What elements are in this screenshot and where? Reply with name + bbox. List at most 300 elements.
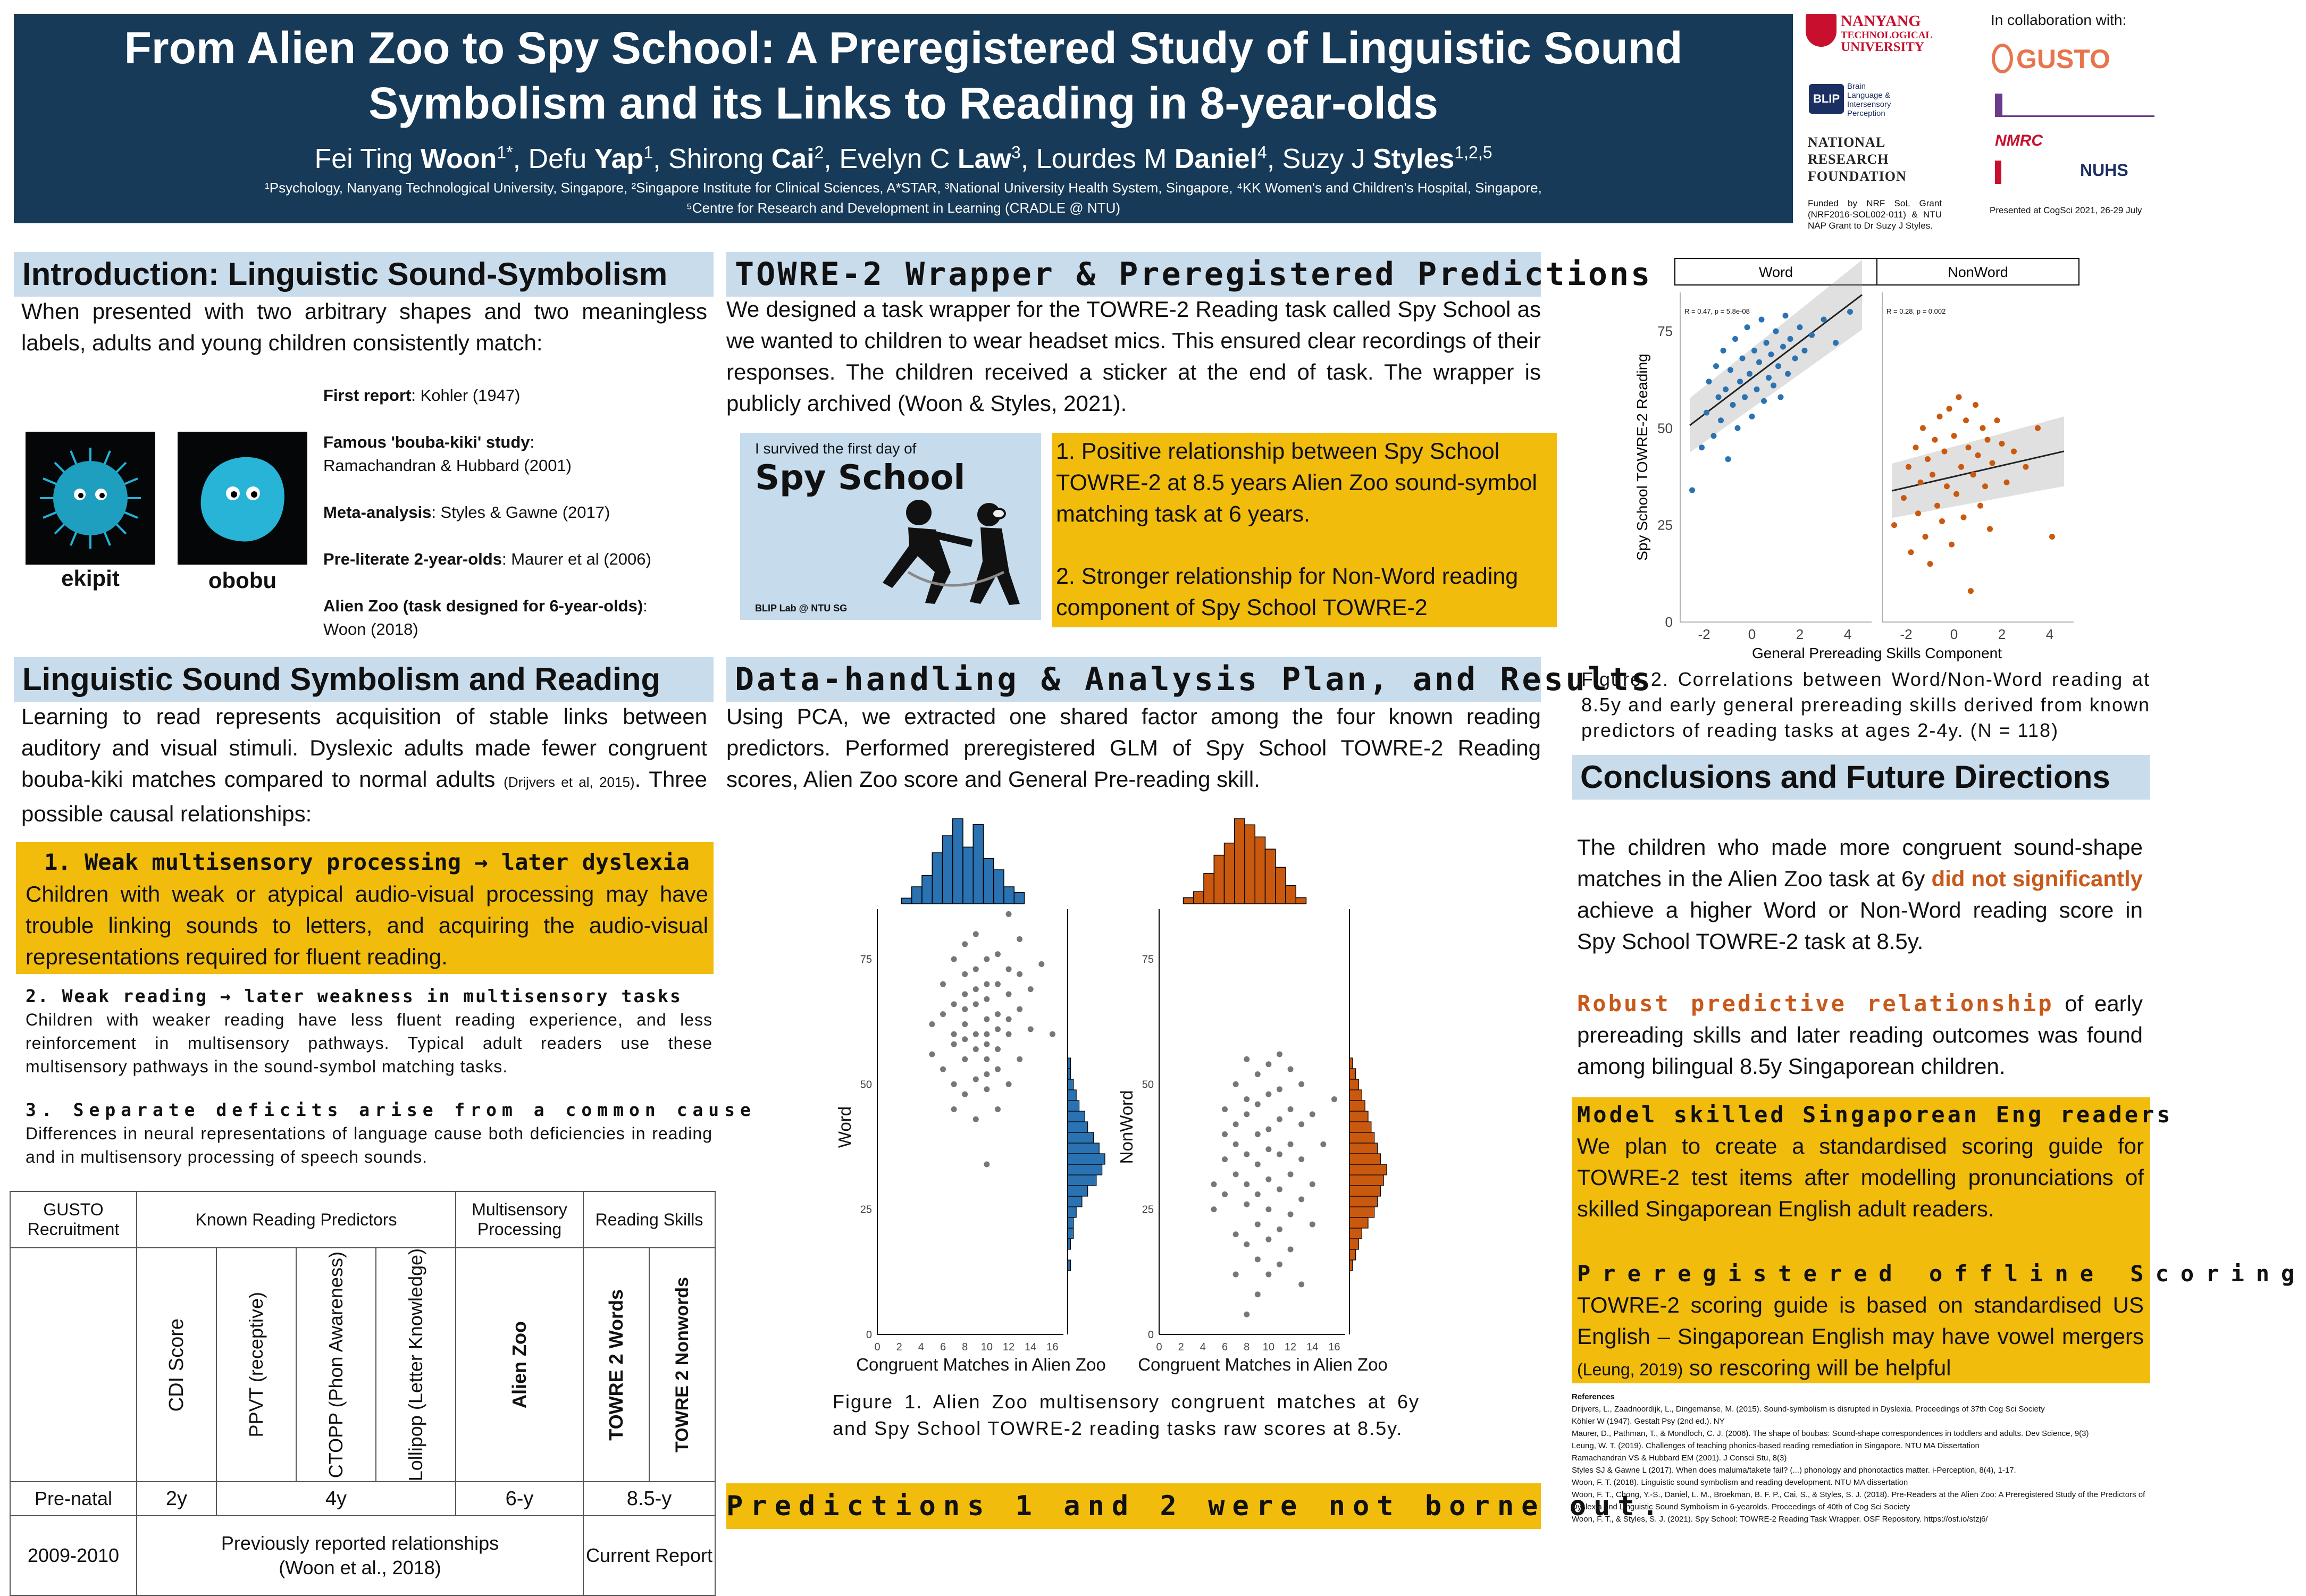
data-point xyxy=(1288,1247,1294,1253)
data-point xyxy=(1265,1272,1271,1278)
x-tick-label: 0 xyxy=(1748,626,1756,642)
data-point xyxy=(984,1017,990,1022)
data-point xyxy=(984,981,990,987)
y-histogram-bar xyxy=(1068,1217,1074,1228)
data-point xyxy=(1930,472,1935,477)
x-tick-label: 8 xyxy=(962,1341,968,1353)
towre-body: We designed a task wrapper for the TOWRE-2 Reading task called Spy School as we wanted to children to wear headset mics. This ensured clear recordings of their responses. The children received a sticker at the end of task. The wrapper is publicly archived (Woon & Styles, 2021). xyxy=(726,297,1541,416)
data-point xyxy=(995,1066,1001,1072)
spy-kids-illustration-icon xyxy=(876,492,1036,610)
kkh-logo-icon xyxy=(1995,161,2059,184)
x-tick-label: 0 xyxy=(874,1341,881,1353)
table-header-predictors: Known Reading Predictors xyxy=(137,1191,456,1248)
hypothesis-3 xyxy=(26,1098,756,1169)
data-point xyxy=(1222,1156,1228,1162)
table-header-reading: Reading Skills xyxy=(583,1191,715,1248)
poster-title-line1: From Alien Zoo to Spy School: A Preregistered Study of Linguistic Sound xyxy=(124,23,1683,73)
data-point xyxy=(1956,394,1962,400)
data-point xyxy=(1028,986,1034,992)
y-histogram-bar xyxy=(1349,1058,1353,1069)
correlation-annotation: R = 0.47, p = 5.8e-08 xyxy=(1684,307,1750,315)
data-point xyxy=(1968,588,1974,594)
predictions-box xyxy=(1052,433,1557,627)
x-axis-label: Congruent Matches in Alien Zoo xyxy=(1138,1355,1388,1374)
reference-entry: Woon, F. T., & Styles, S. J. (2021). Spy School: TOWRE-2 Reading Task Wrapper. OSF Repository. https://osf.io/stzj6/ xyxy=(1572,1515,1988,1524)
y-tick-label: 25 xyxy=(1657,517,1673,533)
spiky-shape-icon xyxy=(26,432,155,565)
data-point xyxy=(1265,1146,1271,1152)
ntu-crest-icon xyxy=(1806,14,1837,47)
data-point xyxy=(929,1021,935,1027)
data-point xyxy=(1961,515,1967,520)
reference-entry: Woon, F. T. (2018). Linguistic sound symbolism and reading development. NTU MA dissertation xyxy=(1572,1478,1908,1487)
ntu-logo-text: NANYANG TECHNOLOGICAL UNIVERSITY xyxy=(1841,12,1933,54)
data-point xyxy=(1847,309,1853,315)
data-point xyxy=(995,1046,1001,1052)
data-point xyxy=(1233,1081,1239,1087)
data-point xyxy=(1833,340,1839,346)
spy-school-sticker-image xyxy=(740,433,1041,620)
data-point xyxy=(1716,394,1722,400)
data-point xyxy=(1721,348,1726,354)
data-point xyxy=(1901,495,1907,501)
data-point xyxy=(1277,1227,1282,1232)
data-point xyxy=(1265,1061,1271,1067)
data-point xyxy=(1244,1152,1250,1157)
x-tick-label: 2 xyxy=(1796,626,1804,642)
data-point xyxy=(973,1116,979,1122)
data-point xyxy=(1244,1312,1250,1317)
data-point xyxy=(951,1031,957,1037)
data-point xyxy=(1932,437,1938,443)
x-histogram-bar xyxy=(1235,819,1245,904)
intro-body: When presented with two arbitrary shapes and two meaningless labels, adults and young children consistently match: xyxy=(21,299,707,355)
y-histogram-bar xyxy=(1068,1069,1070,1079)
table-previous-relationships: Previously reported relationships (Woon et al., 2018) xyxy=(137,1516,583,1595)
data-point xyxy=(1766,375,1772,381)
data-point xyxy=(984,996,990,1002)
data-point xyxy=(1310,1111,1315,1117)
ekipit-label: ekipit xyxy=(61,566,120,591)
y-histogram-bar xyxy=(1068,1175,1096,1186)
data-point xyxy=(1920,425,1926,431)
gusto-logo-icon xyxy=(1992,44,2013,73)
data-point xyxy=(1298,1156,1304,1162)
towre-heading: TOWRE-2 Wrapper & Preregistered Predictions xyxy=(726,252,1541,297)
y-histogram-bar xyxy=(1349,1228,1362,1239)
data-point xyxy=(1006,966,1012,972)
figure-2-correlation-plots xyxy=(1627,250,2175,670)
reference-entry: Ramachandran VS & Hubbard EM (2001). J Consci Stu, 8(3) xyxy=(1572,1454,1787,1463)
y-tick-label: 50 xyxy=(860,1079,872,1091)
data-point xyxy=(1006,911,1012,917)
y-histogram-bar xyxy=(1349,1079,1359,1090)
x-tick-label: 4 xyxy=(2045,626,2054,642)
x-histogram-bar xyxy=(1245,825,1255,904)
data-point xyxy=(1265,1177,1271,1182)
hypothesis-2-text: Children with weaker reading have less fluent reading experience, and less reinforcement in multisensory pathways. Typical adult readers use these multisensory pathways in the sound-symbol matching tasks. xyxy=(26,1010,712,1076)
conclusions-heading: Conclusions and Future Directions xyxy=(1572,755,2150,800)
x-tick-label: 6 xyxy=(940,1341,946,1353)
data-point xyxy=(984,1031,990,1037)
facet-title: NonWord xyxy=(1948,264,2008,280)
reference-entry: Drijvers, L., Zaadnoordijk, L., Dingemanse, M. (2015). Sound-symbolism is disrupted in Dyslexia. Proceedings of 37th Cog Sci Society xyxy=(1572,1405,2045,1414)
data-point xyxy=(984,1086,990,1092)
x-tick-label: -2 xyxy=(1900,626,1913,642)
citation-item: Pre-literate 2-year-olds: Maurer et al (2006) xyxy=(323,550,651,568)
citation-item: Alien Zoo (task designed for 6-year-olds): xyxy=(323,597,648,615)
reference-entry: Styles SJ & Gawne L (2017). When does maluma/takete fail? (...) phonology and phonotactics matter. i-Perception, 8(4), 1-17. xyxy=(1572,1466,2016,1475)
data-point xyxy=(984,1041,990,1047)
confidence-band xyxy=(1892,416,2064,518)
data-point xyxy=(1288,1106,1294,1112)
data-point xyxy=(1802,348,1808,354)
data-point xyxy=(1255,1221,1261,1227)
data-point xyxy=(984,1071,990,1077)
presented-note: Presented at CogSci 2021, 26-29 July xyxy=(1990,205,2142,215)
table-age-4y: 4y xyxy=(216,1482,456,1516)
y-histogram-bar xyxy=(1349,1196,1378,1207)
analysis-body: Using PCA, we extracted one shared factor among the four known reading predictors. Performed preregistered GLM of Spy School TOWRE-2 Reading scores, Alien Zoo score and General Pre-reading skill. xyxy=(726,704,1541,792)
data-point xyxy=(1740,356,1746,362)
author-list xyxy=(14,135,1793,177)
data-point xyxy=(973,1031,979,1037)
author-name: Evelyn C Law$^3$, xyxy=(839,143,1036,175)
data-point xyxy=(1949,542,1955,548)
y-tick-label: 75 xyxy=(1657,323,1673,339)
sticker-main-text: Spy School xyxy=(755,458,966,498)
conclusions-paragraph-1: The children who made more congruent sound-shape matches in the Alien Zoo task at 6y did not significantly achieve a higher Word or Non-Word reading score in Spy School TOWRE-2 task at 8.5y. xyxy=(1577,835,2143,954)
hypothesis-2 xyxy=(26,985,712,1078)
y-histogram-bar xyxy=(1068,1143,1099,1154)
y-tick-label: 25 xyxy=(860,1204,872,1216)
data-point xyxy=(1255,1131,1261,1137)
reference-entry: Köhler W (1947). Gestalt Psy (2nd ed.). NY xyxy=(1572,1417,1725,1426)
affiliation-line1: ¹Psychology, Nanyang Technological University, Singapore, ²Singapore Institute for Clinical Sciences, A*STAR, ³National University Health System, Singapore, ⁴KK Women's and Children's Hospital, Singapore, xyxy=(265,180,1542,196)
collaboration-label: In collaboration with: xyxy=(1991,12,2127,28)
data-point xyxy=(951,1106,957,1112)
ekipit-shape-image xyxy=(26,432,155,565)
data-point xyxy=(973,1046,979,1052)
x-histogram-bar xyxy=(943,836,953,904)
x-histogram-bar xyxy=(1225,843,1235,904)
future-1-title: Model skilled Singaporean Eng readers xyxy=(1577,1102,2173,1128)
data-point xyxy=(1233,1272,1239,1278)
data-point xyxy=(1742,394,1748,400)
x-tick-label: 14 xyxy=(1025,1341,1037,1353)
y-histogram-bar xyxy=(1068,1164,1102,1175)
x-histogram-bar xyxy=(1276,867,1286,904)
x-histogram-bar xyxy=(1286,886,1296,904)
y-histogram-bar xyxy=(1349,1249,1356,1260)
y-histogram-bar xyxy=(1349,1154,1380,1164)
data-point xyxy=(1222,1191,1228,1197)
x-histogram-bar xyxy=(932,853,942,904)
data-point xyxy=(1288,1066,1294,1072)
nuhs-logo-text: NUHS xyxy=(2080,161,2128,180)
x-tick-label: 0 xyxy=(1950,626,1958,642)
data-point xyxy=(1277,1116,1282,1122)
data-point xyxy=(1265,1127,1271,1132)
x-histogram-bar xyxy=(1296,898,1306,904)
data-point xyxy=(1963,417,1969,423)
y-histogram-bar xyxy=(1068,1111,1085,1122)
data-point xyxy=(1751,348,1757,354)
data-point xyxy=(1699,444,1705,450)
data-point xyxy=(1915,510,1921,516)
y-histogram-bar xyxy=(1068,1090,1076,1101)
data-point xyxy=(1987,526,1993,532)
data-point xyxy=(1809,332,1815,338)
table-header-multisensory: Multisensory Processing xyxy=(456,1191,583,1248)
x-histogram-bar xyxy=(1255,837,1265,904)
poster-header xyxy=(14,14,1793,223)
data-point xyxy=(1788,336,1793,342)
data-point xyxy=(1255,1162,1261,1167)
data-point xyxy=(1730,402,1736,408)
data-point xyxy=(1937,414,1943,419)
author-name: Shirong Cai$^2$, xyxy=(668,143,840,175)
data-point xyxy=(1211,1206,1217,1212)
data-point xyxy=(1704,410,1709,416)
data-point xyxy=(1821,317,1827,323)
data-point xyxy=(940,981,946,987)
table-header-gusto: GUSTO Recruitment xyxy=(10,1191,137,1248)
table-var-ctopp: CTOPP (Phon Awareness) xyxy=(325,1251,347,1479)
figure-2-caption: Figure 2. Correlations between Word/Non-Word reading at 8.5y and early general prereading skills derived from known predictors of reading tasks at ages 2-4y. (N = 118) xyxy=(1581,668,2150,741)
table-row-prenatal: Pre-natal xyxy=(10,1482,137,1516)
x-tick-label: 16 xyxy=(1328,1341,1340,1353)
data-point xyxy=(1689,488,1695,493)
y-axis-label: NonWord xyxy=(1117,1090,1136,1164)
reference-entry: Woon, F. T., Chong, Y.-S., Daniel, L. M., Broekman, B. F. P., Cai, S., & Styles, S. J. (2018). Pre-Readers at the Alien Zoo: A Preregistered Study of the Predictors of Dyslexia and Linguistic Sound Symbolism in 6-yearolds. Proceedings of 40th of Cog Sci Society xyxy=(1572,1490,2145,1511)
y-tick-label: 0 xyxy=(1665,614,1673,630)
data-point xyxy=(929,1051,935,1057)
logo-panel xyxy=(1804,11,2176,245)
data-point xyxy=(1298,1121,1304,1127)
y-histogram-bar xyxy=(1068,1122,1088,1132)
y-histogram-bar xyxy=(1349,1143,1378,1154)
data-point xyxy=(951,956,957,962)
data-point xyxy=(1728,367,1733,373)
y-tick-label: 0 xyxy=(1147,1329,1154,1341)
y-histogram-bar xyxy=(1349,1239,1359,1249)
data-point xyxy=(1298,1081,1304,1087)
blip-logo-icon: BLIP xyxy=(1809,84,1844,114)
data-point xyxy=(1255,1256,1261,1262)
data-point xyxy=(1737,379,1743,384)
data-point xyxy=(1768,351,1774,357)
data-point xyxy=(1017,971,1022,977)
data-point xyxy=(1718,417,1724,423)
x-histogram-bar xyxy=(902,898,912,904)
data-point xyxy=(940,1066,946,1072)
nrf-logo-text: NATIONAL RESEARCH FOUNDATION xyxy=(1808,135,1907,184)
data-point xyxy=(1265,1237,1271,1242)
data-point xyxy=(973,1001,979,1007)
hypothesis-1-title: 1. Weak multisensory processing → later dyslexia xyxy=(44,849,690,875)
data-point xyxy=(1244,1181,1250,1187)
data-point xyxy=(1244,1111,1250,1117)
data-point xyxy=(1764,340,1770,346)
data-point xyxy=(973,1077,979,1082)
data-point xyxy=(1277,1051,1282,1057)
y-histogram-bar xyxy=(1068,1154,1105,1164)
data-point xyxy=(1017,1006,1022,1012)
figure-1-caption: Figure 1. Alien Zoo multisensory congruent matches at 6y and Spy School TOWRE-2 reading tasks raw scores at 8.5y. xyxy=(833,1391,1420,1439)
data-point xyxy=(1994,417,2000,423)
y-histogram-bar xyxy=(1068,1196,1082,1207)
hypothesis-2-title: 2. Weak reading → later weakness in multisensory tasks xyxy=(26,986,682,1006)
correlation-annotation: R = 0.28, p = 0.002 xyxy=(1886,307,1946,315)
data-point xyxy=(1908,549,1914,555)
data-point xyxy=(1775,363,1781,369)
y-histogram-bar xyxy=(1349,1122,1371,1132)
data-point xyxy=(1759,317,1765,323)
data-point xyxy=(1277,1262,1282,1267)
x-histogram-bar xyxy=(984,859,994,904)
data-point xyxy=(1725,456,1731,462)
author-name: Fei Ting Woon$^{1*}$, xyxy=(314,143,529,175)
table-age-2y: 2y xyxy=(137,1482,216,1516)
data-point xyxy=(1745,324,1750,330)
x-tick-label: -2 xyxy=(1698,626,1710,642)
data-point xyxy=(1980,425,1986,431)
data-point xyxy=(962,971,968,977)
table-var-towre-nonwords: TOWRE 2 Nonwords xyxy=(672,1277,692,1453)
round-shape-icon xyxy=(178,432,307,565)
data-point xyxy=(2049,534,2055,540)
y-histogram-bar xyxy=(1068,1260,1070,1271)
x-histogram-bar xyxy=(1004,887,1014,904)
data-point xyxy=(1927,561,1933,567)
data-point xyxy=(1723,387,1729,392)
prediction-2: 2. Stronger relationship for Non-Word reading component of Spy School TOWRE-2 xyxy=(1056,564,1519,620)
affiliation-line2: ⁵Centre for Research and Development in Learning (CRADLE @ NTU) xyxy=(686,200,1121,216)
y-histogram-bar xyxy=(1068,1079,1074,1090)
y-histogram-bar xyxy=(1068,1186,1088,1196)
data-point xyxy=(1975,452,1981,458)
author-name: Lourdes M Daniel$^4$, xyxy=(1036,143,1282,175)
y-histogram-bar xyxy=(1349,1217,1368,1228)
table-age-6y: 6-y xyxy=(456,1482,583,1516)
x-histogram-bar xyxy=(1265,849,1276,904)
future-1-text: We plan to create a standardised scoring guide for TOWRE-2 test items after modelling pronunciations of skilled Singaporean English adult readers. xyxy=(1577,1133,2144,1221)
table-age-85y: 8.5-y xyxy=(583,1482,715,1516)
data-point xyxy=(1255,1291,1261,1297)
x-histogram-bar xyxy=(1204,873,1214,904)
data-point xyxy=(1706,379,1712,384)
data-point xyxy=(1233,1121,1239,1127)
figure-1-scatterplots xyxy=(829,808,1425,1388)
study-timeline-table xyxy=(10,1191,716,1596)
facet-title: Word xyxy=(1758,264,1793,280)
data-point xyxy=(1958,464,1964,470)
data-point xyxy=(1754,387,1760,392)
data-point xyxy=(1797,324,1803,330)
y-histogram-bar xyxy=(1068,1239,1070,1249)
data-point xyxy=(2023,464,2029,470)
data-point xyxy=(1773,328,1779,334)
data-point xyxy=(995,1026,1001,1032)
data-point xyxy=(1017,1056,1022,1062)
table-row-years: 2009-2010 xyxy=(10,1516,137,1595)
y-histogram-bar xyxy=(1068,1228,1074,1239)
x-tick-label: 0 xyxy=(1156,1341,1162,1353)
data-point xyxy=(1233,1231,1239,1237)
y-histogram-bar xyxy=(1349,1111,1368,1122)
data-point xyxy=(973,966,979,972)
data-point xyxy=(1255,1191,1261,1197)
hypothesis-1-text: Children with weak or atypical audio-visual processing may have trouble linking sounds to letters, and acquiring the audio-visual representations required for fluent reading. xyxy=(26,881,708,969)
data-point xyxy=(951,1081,957,1087)
x-tick-label: 2 xyxy=(1998,626,2006,642)
data-point xyxy=(1211,1181,1217,1187)
data-point xyxy=(1942,449,1948,455)
x-histogram-bar xyxy=(1184,898,1194,904)
data-point xyxy=(1780,344,1786,350)
data-point xyxy=(1006,1081,1012,1087)
sticker-top-text: I survived the first day of xyxy=(755,440,917,457)
data-point xyxy=(1732,336,1738,342)
data-point xyxy=(1277,1187,1282,1192)
data-point xyxy=(1906,464,1911,470)
citation-item: First report: Kohler (1947) xyxy=(323,386,521,405)
data-point xyxy=(973,931,979,937)
analysis-heading: Data-handling & Analysis Plan, and Results xyxy=(726,657,1541,702)
y-tick-label: 50 xyxy=(1142,1079,1154,1091)
data-point xyxy=(1244,1096,1250,1102)
y-histogram-bar xyxy=(1068,1132,1093,1143)
x-tick-label: 14 xyxy=(1306,1341,1319,1353)
nmrc-logo-text: NMRC xyxy=(1995,132,2043,149)
x-tick-label: 10 xyxy=(980,1341,993,1353)
table-current-report: Current Report xyxy=(583,1516,715,1595)
conclusions-paragraph-2: Robust predictive relationship of early prereading skills and later reading outcomes was found among bilingual 8.5y Singaporean children. xyxy=(1577,990,2143,1079)
data-point xyxy=(1735,425,1741,431)
data-point xyxy=(995,1011,1001,1017)
data-point xyxy=(1265,1206,1271,1212)
x-histogram-bar xyxy=(953,819,963,904)
hypothesis-3-text: Differences in neural representations of language cause both deficiencies in reading and in multisensory processing of speech sounds. xyxy=(26,1124,712,1166)
data-point xyxy=(1288,1141,1294,1147)
data-point xyxy=(962,1091,968,1097)
data-point xyxy=(1038,961,1044,967)
reference-entry: Leung, W. T. (2019). Challenges of teaching phonics-based reading remediation in Singapore. NTU MA Dissertation xyxy=(1572,1441,1980,1450)
data-point xyxy=(1711,433,1717,439)
hypothesis-1-box xyxy=(16,842,714,974)
y-tick-label: 0 xyxy=(866,1329,872,1341)
y-axis-label: Spy School TOWRE-2 Reading xyxy=(1634,354,1650,561)
data-point xyxy=(1233,1141,1239,1147)
data-point xyxy=(1017,936,1022,942)
x-tick-label: 2 xyxy=(1178,1341,1184,1353)
confidence-band xyxy=(1690,260,1862,452)
data-point xyxy=(1006,992,1012,997)
data-point xyxy=(1783,313,1789,318)
data-point xyxy=(1749,414,1755,419)
data-point xyxy=(1747,371,1752,377)
data-point xyxy=(1320,1141,1326,1147)
x-tick-label: 8 xyxy=(1244,1341,1250,1353)
data-point xyxy=(1233,1171,1239,1177)
y-tick-label: 25 xyxy=(1142,1204,1154,1216)
intro-heading: Introduction: Linguistic Sound-Symbolism xyxy=(14,252,714,297)
data-point xyxy=(1050,1031,1055,1037)
data-point xyxy=(1222,1131,1228,1137)
citation-item: Meta-analysis: Styles & Gawne (2017) xyxy=(323,503,610,522)
data-point xyxy=(1918,480,1924,485)
